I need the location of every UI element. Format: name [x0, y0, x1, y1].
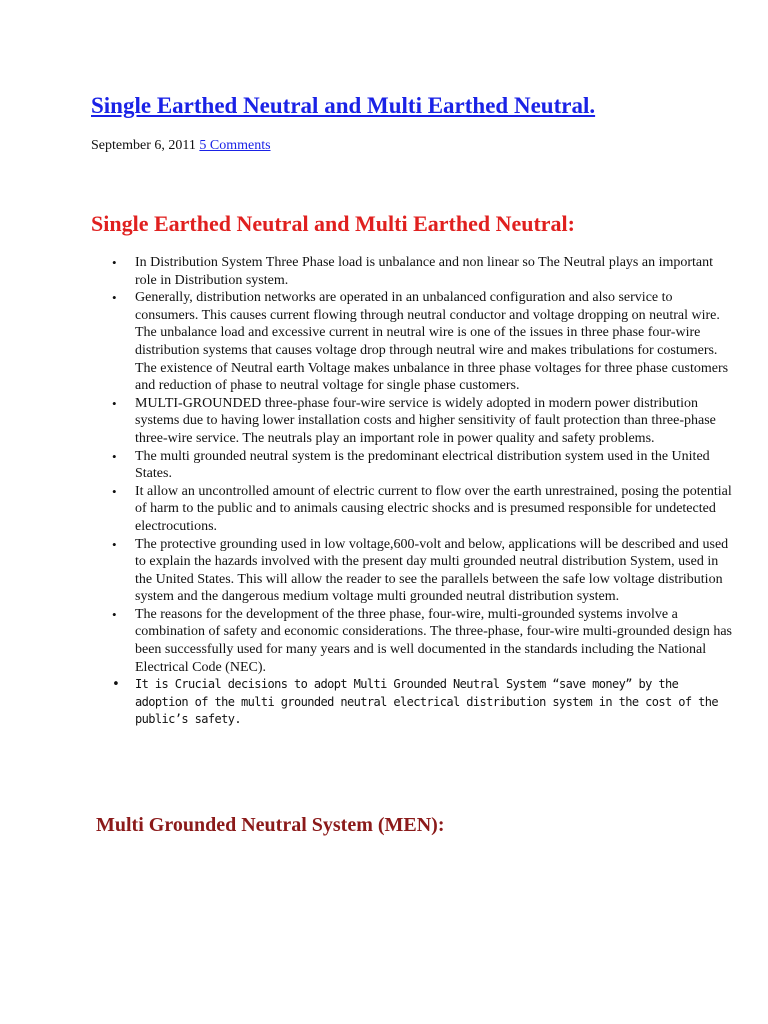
comments-link[interactable]: 5 Comments: [199, 138, 271, 153]
list-item: • MULTI-GROUNDED three-phase four-wire service is widely adopted in modern power distribution systems due to having lower installation costs and higher sensitivity of fault protection than three-phase three-wire service. The neutrals play an important role in power quality and safety problems.: [135, 395, 735, 448]
list-item: • It allow an uncontrolled amount of electric current to flow over the earth unrestrained, posing the potential of harm to the public and to animals causing electric shocks and is presumed responsible for undetected electrocutions.: [135, 483, 735, 536]
post-date: September 6, 2011: [91, 138, 196, 153]
list-item: • Generally, distribution networks are operated in an unbalanced configuration and also service to consumers. This causes current flowing through neutral conductor and voltage dropping on neutral wire. The unbalance load and excessive current in neutral wire is one of the issues in three phase four-wire distribution systems that causes voltage drop through neutral wire and makes tribulations for costumers. The existence of Neutral earth Voltage makes unbalance in three phase voltages for three phase customers and reduction of phase to neutral voltage for single phase customers.: [135, 289, 735, 395]
list-item: • The multi grounded neutral system is the predominant electrical distribution system used in the United States.: [135, 448, 735, 483]
list-item: • The protective grounding used in low voltage,600-volt and below, applications will be described and used to explain the hazards involved with the present day multi grounded neutral distribution System, used in the United States. This will allow the reader to see the parallels between the safe low voltage distribution system and the dangerous medium voltage multi grounded neutral distribution system.: [135, 536, 735, 606]
bullet-list: [91, 254, 735, 729]
list-item: • The reasons for the development of the three phase, four-wire, multi-grounded systems involve a combination of safety and economic considerations. The three-phase, four-wire multi-grounded design has been successfully used for many years and is well documented in the standards including the National Electrical Code (NEC).: [135, 606, 735, 676]
subsection-heading: Multi Grounded Neutral System (MEN):: [96, 814, 445, 836]
list-item: • In Distribution System Three Phase load is unbalance and non linear so The Neutral plays an important role in Distribution system.: [135, 254, 735, 289]
section-heading: Single Earthed Neutral and Multi Earthed Neutral:: [91, 211, 575, 236]
post-meta: [91, 137, 271, 155]
list-item: • It is Crucial decisions to adopt Multi Grounded Neutral System “save money” by the adoption of the multi grounded neutral electrical distribution system in the cost of the public’s safety.: [135, 676, 735, 729]
post-title-link[interactable]: Single Earthed Neutral and Multi Earthed Neutral.: [91, 93, 596, 118]
